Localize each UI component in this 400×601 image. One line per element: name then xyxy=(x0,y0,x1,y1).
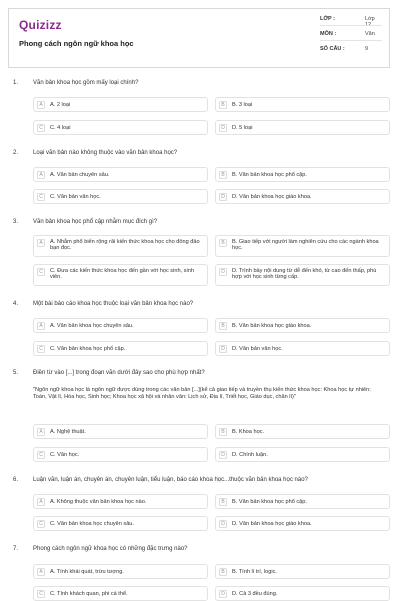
option-letter: B xyxy=(219,101,227,109)
option-letter: C xyxy=(37,193,45,201)
option-text: D. Văn bản khoa học giáo khoa. xyxy=(232,193,312,200)
option-letter: B xyxy=(219,322,227,330)
option-letter: C xyxy=(37,345,45,353)
option-text: D. Văn bản văn học. xyxy=(232,345,283,352)
meta-divider xyxy=(320,25,382,26)
option-d[interactable] xyxy=(215,447,390,462)
question-number: 6. xyxy=(13,477,19,483)
option-c[interactable] xyxy=(33,264,208,286)
option-text: A. Tính khái quát, trừu tượng. xyxy=(50,568,124,575)
option-text: C. 4 loại xyxy=(50,124,71,131)
option-letter: D xyxy=(219,451,227,459)
option-text: B. Khoa học. xyxy=(232,428,265,435)
option-letter: D xyxy=(219,520,227,528)
option-letter: A xyxy=(37,428,45,436)
option-text: C. Đưa các kiến thức khoa học đến gần với học sinh, sinh viên. xyxy=(50,267,194,281)
option-b[interactable] xyxy=(215,97,390,112)
option-c[interactable] xyxy=(33,516,208,531)
question-text: Văn bản khoa học phổ cập nhằm mục đích gì? xyxy=(33,219,158,225)
meta-grade-value: Lớp xyxy=(365,16,375,22)
option-text: B. Tính lí trí, logic. xyxy=(232,568,277,575)
option-letter: D xyxy=(219,345,227,353)
option-letter: C xyxy=(37,451,45,459)
option-text: C. Văn bản khoa học chuyên sâu. xyxy=(50,520,134,527)
option-letter: B xyxy=(219,498,227,506)
option-b[interactable] xyxy=(215,564,390,579)
option-letter: D xyxy=(219,268,227,276)
option-d[interactable] xyxy=(215,264,390,286)
option-text: B. Văn bản khoa học phổ cập. xyxy=(232,171,307,178)
question-number: 4. xyxy=(13,301,19,307)
option-c[interactable] xyxy=(33,189,208,204)
question-number: 2. xyxy=(13,150,19,156)
option-text: A. Nhằm phổ biến rộng rãi kiến thức khoa học cho đông đảo bạn đọc. xyxy=(50,238,200,252)
option-text: A. 2 loại xyxy=(50,101,71,108)
question-text: Luận văn, luận án, chuyên án, chuyên luận, tiểu luận, báo cáo khoa học...thuộc văn bản khoa học nào? xyxy=(33,477,308,483)
option-c[interactable] xyxy=(33,586,208,601)
option-letter: D xyxy=(219,124,227,132)
option-letter: C xyxy=(37,520,45,528)
option-a[interactable] xyxy=(33,494,208,509)
option-b[interactable] xyxy=(215,494,390,509)
option-letter: A xyxy=(37,568,45,576)
question-number: 1. xyxy=(13,80,19,86)
question-text: Điền từ vào [...] trong đoạn văn dưới đây sao cho phù hợp nhất? xyxy=(33,370,205,376)
option-text: B. Văn bản khoa học giáo khoa. xyxy=(232,322,312,329)
option-text: C. Tính khách quan, phi cá thể. xyxy=(50,590,128,597)
option-c[interactable] xyxy=(33,447,208,462)
meta-subject-label: MÔN : xyxy=(320,31,337,37)
option-d[interactable] xyxy=(215,341,390,356)
question-text: Loại văn bản nào không thuộc vào văn bản khoa học? xyxy=(33,150,178,156)
question-passage: "Ngôn ngữ khoa học là ngôn ngữ được dùng trong các văn bản [...](kể cả giao tiếp và truyền thụ kiến thức khoa học: Khoa học tự nhiên: Toán, Vật lí, Hóa học, Sinh học; Khoa học xã hội và nhân văn: Lịch sử, Địa lí, Triết học, Giáo dục, chân lí)" xyxy=(33,387,371,401)
option-a[interactable] xyxy=(33,318,208,333)
option-letter: C xyxy=(37,124,45,132)
option-text: A. Văn bản chuyên sâu. xyxy=(50,171,110,178)
question-number: 7. xyxy=(13,546,19,552)
option-d[interactable] xyxy=(215,189,390,204)
option-d[interactable] xyxy=(215,516,390,531)
meta-subject-value: Văn xyxy=(365,31,375,37)
question-number: 5. xyxy=(13,370,19,376)
option-text: C. Văn bản khoa học phổ cập. xyxy=(50,345,126,352)
option-b[interactable] xyxy=(215,235,390,257)
option-letter: A xyxy=(37,171,45,179)
option-text: B. Giao tiếp với người làm nghiên cứu cho các ngành khoa học. xyxy=(232,238,379,252)
option-text: C. Văn học. xyxy=(50,451,80,458)
option-text: A. Văn bản khoa học chuyên sâu. xyxy=(50,322,134,329)
option-a[interactable] xyxy=(33,564,208,579)
meta-count-label: SỐ CÂU : xyxy=(320,46,345,52)
question-number: 3. xyxy=(13,219,19,225)
option-d[interactable] xyxy=(215,586,390,601)
option-letter: A xyxy=(37,239,45,247)
option-a[interactable] xyxy=(33,235,208,257)
option-letter: C xyxy=(37,268,45,276)
option-text: B. 3 loại xyxy=(232,101,253,108)
option-letter: A xyxy=(37,101,45,109)
option-d[interactable] xyxy=(215,120,390,135)
question-text: Một bài báo cáo khoa học thuộc loại văn bản khoa học nào? xyxy=(33,301,194,307)
option-b[interactable] xyxy=(215,424,390,439)
option-a[interactable] xyxy=(33,167,208,182)
option-text: B. Văn bản khoa học phổ cập. xyxy=(232,498,307,505)
meta-grade-label: LỚP : xyxy=(320,16,335,22)
option-b[interactable] xyxy=(215,167,390,182)
meta-count-value: 9 xyxy=(365,46,369,52)
option-letter: A xyxy=(37,498,45,506)
quizizz-logo: Quizizz xyxy=(19,18,62,32)
meta-divider xyxy=(320,40,382,41)
option-text: D. Trình bày nội dung từ dễ đến khó, từ cao đến thấp, phù hợp với học sinh từng cấp. xyxy=(232,267,377,281)
worksheet-title: Phong cách ngôn ngữ khoa học xyxy=(19,39,134,48)
option-text: A. Nghệ thuật. xyxy=(50,428,86,435)
option-text: D. Chính luận. xyxy=(232,451,268,458)
option-text: D. Cả 3 đều đúng. xyxy=(232,590,278,597)
option-text: D. 5 loại xyxy=(232,124,253,131)
question-text: Văn bản khoa học gồm mấy loại chính? xyxy=(33,80,139,86)
question-text: Phong cách ngôn ngữ khoa học có những đặc trưng nào? xyxy=(33,546,188,552)
option-letter: B xyxy=(219,428,227,436)
option-a[interactable] xyxy=(33,424,208,439)
option-letter: D xyxy=(219,590,227,598)
option-text: D. Văn bản khoa học giáo khoa. xyxy=(232,520,312,527)
option-letter: B xyxy=(219,239,227,247)
option-letter: A xyxy=(37,322,45,330)
option-text: C. Văn bản văn học. xyxy=(50,193,101,200)
option-c[interactable] xyxy=(33,120,208,135)
option-text: A. Không thuộc văn bản khoa học nào. xyxy=(50,498,147,505)
option-letter: B xyxy=(219,568,227,576)
option-letter: D xyxy=(219,193,227,201)
option-letter: C xyxy=(37,590,45,598)
option-b[interactable] xyxy=(215,318,390,333)
option-letter: B xyxy=(219,171,227,179)
option-c[interactable] xyxy=(33,341,208,356)
option-a[interactable] xyxy=(33,97,208,112)
